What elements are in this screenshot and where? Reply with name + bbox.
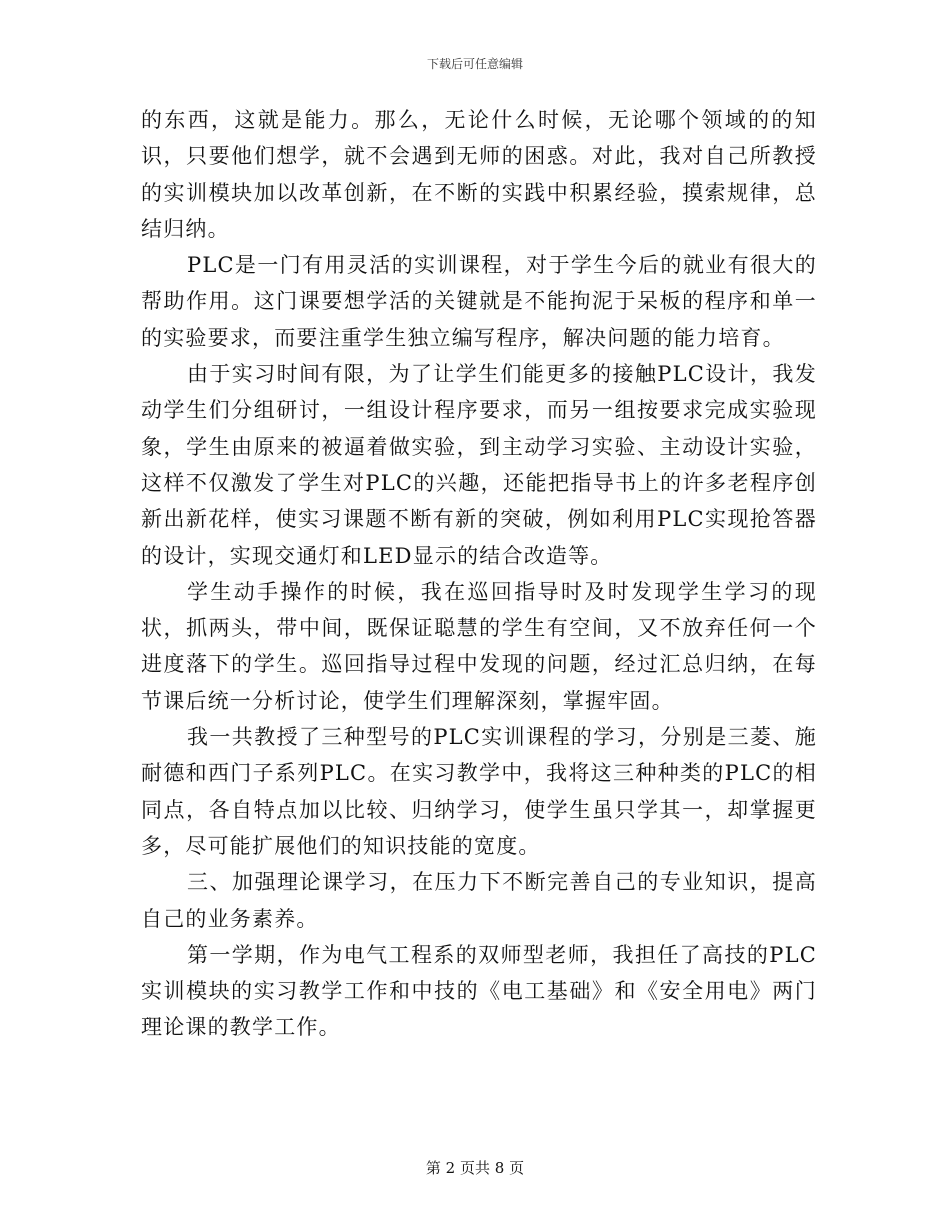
paragraph-4: 学生动手操作的时候，我在巡回指导时及时发现学生学习的现状，抓两头，带中间，既保证聪慧的学生有空间，又不放弃任何一个进度落下的学生。巡回指导过程中发现的问题，经过汇总归纳，在每节课后统一分析讨论，使学生们理解深刻，掌握牢固。 [141,579,817,713]
section-heading-3: 三、加强理论课学习，在压力下不断完善自己的专业知识，提高自己的业务素养。 [141,870,817,931]
paragraph-3: 由于实习时间有限，为了让学生们能更多的接触PLC设计，我发动学生们分组研讨，一组设计程序要求，而另一组按要求完成实验现象，学生由原来的被逼着做实验，到主动学习实验、主动设计实验，这样不仅激发了学生对PLC的兴趣，还能把指导书上的许多老程序创新出新花样，使实习课题不断有新的突破，例如利用PLC实现抢答器的设计，实现交通灯和LED显示的结合改造等。 [141,362,817,568]
paragraph-5: 我一共教授了三种型号的PLC实训课程的学习，分别是三菱、施耐德和西门子系列PLC。在实习教学中，我将这三种种类的PLC的相同点，各自特点加以比较、归纳学习，使学生虽只学其一，却掌握更多，尽可能扩展他们的知识技能的宽度。 [141,725,817,858]
page-header: 下载后可任意编辑 [426,57,523,71]
paragraph-2: PLC是一门有用灵活的实训课程，对于学生今后的就业有很大的帮助作用。这门课要想学活的关键就是不能拘泥于呆板的程序和单一的实验要求，而要注重学生独立编写程序，解决问题的能力培育。 [141,253,817,350]
document-body [141,102,817,1046]
paragraph-1: 的东西，这就是能力。那么，无论什么时候，无论哪个领域的的知识，只要他们想学，就不会遇到无师的困惑。对此，我对自己所教授的实训模块加以改革创新，在不断的实践中积累经验，摸索规律，总结归纳。 [141,108,817,241]
paragraph-6: 第一学期，作为电气工程系的双师型老师，我担任了高技的PLC实训模块的实习教学工作和中技的《电工基础》和《安全用电》两门理论课的教学工作。 [141,942,817,1040]
page-number: 第 2 页共 8 页 [425,1159,525,1177]
